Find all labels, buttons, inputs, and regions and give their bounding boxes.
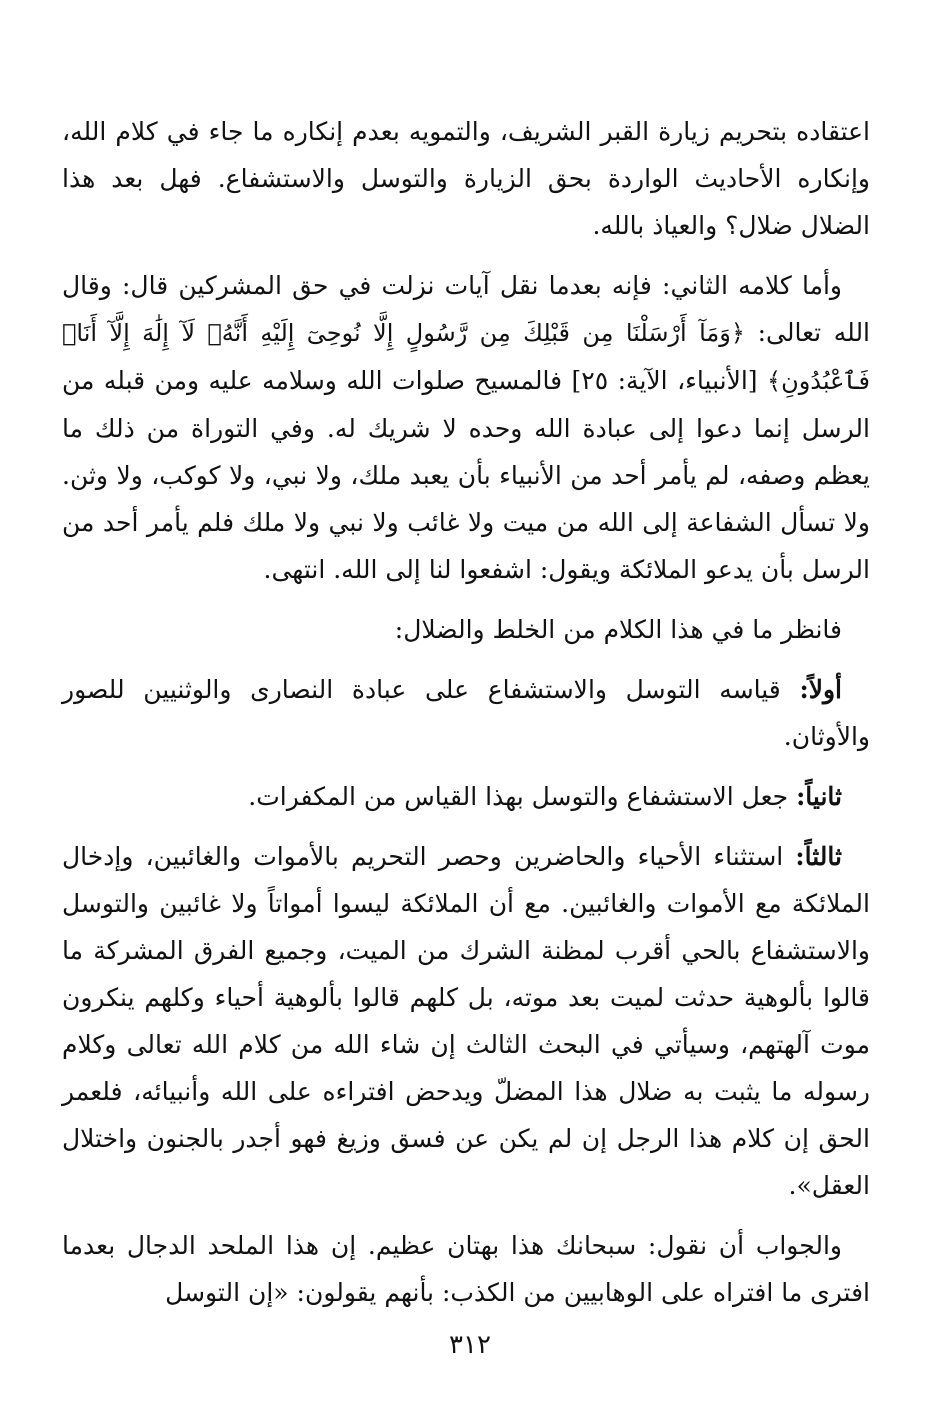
point-first-text: قياسه التوسل والاستشفاع على عبادة النصارى والوثنيين للصور والأوثان.: [62, 675, 870, 751]
point-first: [62, 666, 870, 760]
point-third-text: استثناء الأحياء والحاضرين وحصر التحريم بالأموات والغائبين، وإدخال الملائكة مع الأموات والغائبين. مع أن الملائكة ليسوا أمواتاً ولا غائبين والتوسل والاستشفاع بالحي أقرب لمظنة الشرك من الميت، وجميع الفرق المشركة ما قالوا بألوهية حدثت لميت بعد موته، بل كلهم قالوا بألوهية أحياء وكلهم ينكرون موت آلهتهم، وسيأتي في البحث الثالث إن شاء الله من كلام الله تعالى وكلام رسوله ما يثبت به ضلال هذا المضلّ ويدحض افتراءه على الله وأنبيائه، فلعمر الحق إن كلام هذا الرجل إن لم يكن عن فسق وزيغ فهو أجدر بالجنون واختلال العقل».: [62, 842, 871, 1200]
paragraph-answer: والجواب أن نقول: سبحانك هذا بهتان عظيم. إن هذا الملحد الدجال بعدما افترى ما افتراه على الوهابيين من الكذب: بأنهم يقولون: «إن التوسل: [62, 1231, 870, 1307]
paragraph-2: [62, 262, 870, 593]
point-third: [62, 833, 870, 1209]
point-first-label: أولاً:: [799, 675, 842, 704]
point-second-label: ثانياً:: [796, 782, 842, 811]
point-second: [62, 773, 870, 820]
page-body: [62, 108, 870, 1316]
paragraph-3: فانظر ما في هذا الكلام من الخلط والضلال:: [394, 615, 842, 644]
point-second-text: جعل الاستشفاع والتوسل بهذا القياس من المكفرات.: [248, 782, 797, 811]
paragraph-1: اعتقاده بتحريم زيارة القبر الشريف، والتمويه بعدم إنكاره ما جاء في كلام الله، وإنكاره الأحاديث الواردة بحق الزيارة والتوسل والاستشفاع. فهل بعد هذا الضلال ضلال؟ والعياذ بالله.: [62, 117, 870, 240]
quran-verse: ﴿وَمَآ أَرْسَلْنَا مِن قَبْلِكَ مِن رَّسُولٍ إِلَّا نُوحِىٓ إِلَيْهِ أَنَّهُۥ لَآ إِلَٰهَ إِلَّآ أَنَا۠ فَٱعْبُدُونِ﴾: [62, 319, 870, 395]
page-number: ٣١٢: [449, 1330, 491, 1360]
paragraph-2-intro: وأما كلامه الثاني: فإنه بعدما نقل آيات نزلت في حق المشركين قال: وقال الله تعالى:: [62, 271, 871, 347]
paragraph-2-rest: [الأنبياء، الآية: ٢٥] فالمسيح صلوات الله وسلامه عليه ومن قبله من الرسل إنما دعوا إلى عبادة الله وحده لا شريك له. وفي التوراة من ذلك ما يعظم وصفه، لم يأمر أحد من الأنبياء بأن يعبد ملك، ولا نبي، ولا كوكب، ولا وثن. ولا تسأل الشفاعة إلى الله من ميت ولا غائب ولا نبي ولا ملك فلم يأمر أحد من الرسل بأن يدعو الملائكة ويقول: اشفعوا لنا إلى الله. انتهى.: [62, 366, 870, 584]
point-third-label: ثالثاً:: [795, 842, 842, 871]
